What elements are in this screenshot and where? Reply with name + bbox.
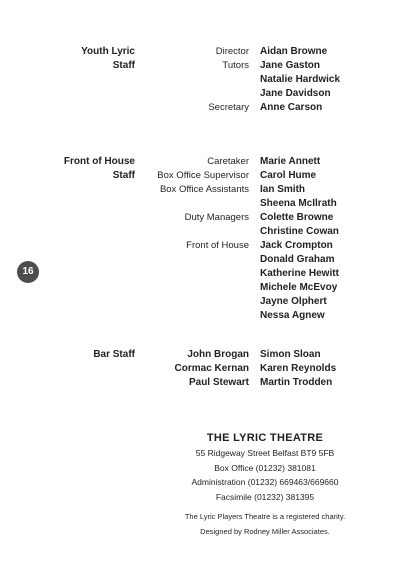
staff-name: Martin Trodden [260,377,333,388]
staff-name: Karen Reynolds [260,363,337,374]
staff-name: Michele McEvoy [260,282,338,293]
administration-phone: Administration (01232) 669463/669660 [191,477,339,487]
staff-name: Jane Davidson [260,88,331,99]
role-label: Secretary [208,102,249,113]
section-title [15,45,135,73]
section-title-line: Youth Lyric [81,46,135,57]
staff-name: Jane Gaston [260,60,321,71]
staff-name: Katherine Hewitt [260,268,339,279]
page-number-badge: 16 [17,261,39,283]
theatre-info [130,430,400,539]
staff-name: Aidan Browne [260,46,328,57]
staff-name: Jayne Olphert [260,296,327,307]
role-label: Caretaker [207,156,249,167]
designer-credit: Designed by Rodney Miller Associates. [200,526,330,536]
charity-note: The Lyric Players Theatre is a registered charity. [184,512,346,521]
staff-name: John Brogan [187,349,249,360]
role-label: Duty Managers [184,212,249,223]
section-title [15,155,135,183]
role-label: Box Office Assistants [159,184,249,195]
staff-name: Cormac Kernan [174,363,249,374]
section-title-line: Staff [112,60,135,71]
role-label: Box Office Supervisor [157,170,249,181]
section-title-line: Front of House [63,156,135,167]
staff-name: Jack Crompton [260,240,333,251]
staff-name: Donald Graham [260,254,335,265]
theatre-name: THE LYRIC THEATRE [206,432,324,444]
staff-name: Paul Stewart [188,377,249,388]
facsimile-number: Facsimile (01232) 381395 [215,491,315,502]
role-label: Tutors [222,60,249,71]
staff-name: Marie Annett [260,156,321,167]
staff-name: Christine Cowan [260,226,339,237]
staff-name: Sheena McIlrath [260,198,337,209]
staff-name: Carol Hume [260,170,317,181]
role-label: Front of House [186,240,249,251]
staff-name: Anne Carson [260,102,323,113]
section-title: Bar Staff [93,349,135,360]
staff-name: Simon Sloan [260,349,321,360]
staff-name: Natalie Hardwick [260,74,341,85]
staff-name: Colette Browne [260,212,334,223]
staff-name: Nessa Agnew [260,310,325,321]
staff-name: Ian Smith [260,184,306,195]
section-title-line: Staff [112,170,135,181]
theatre-address: 55 Ridgeway Street Belfast BT9 5FB [195,448,335,458]
role-label: Director [215,46,249,57]
box-office-phone: Box Office (01232) 381081 [214,462,316,473]
